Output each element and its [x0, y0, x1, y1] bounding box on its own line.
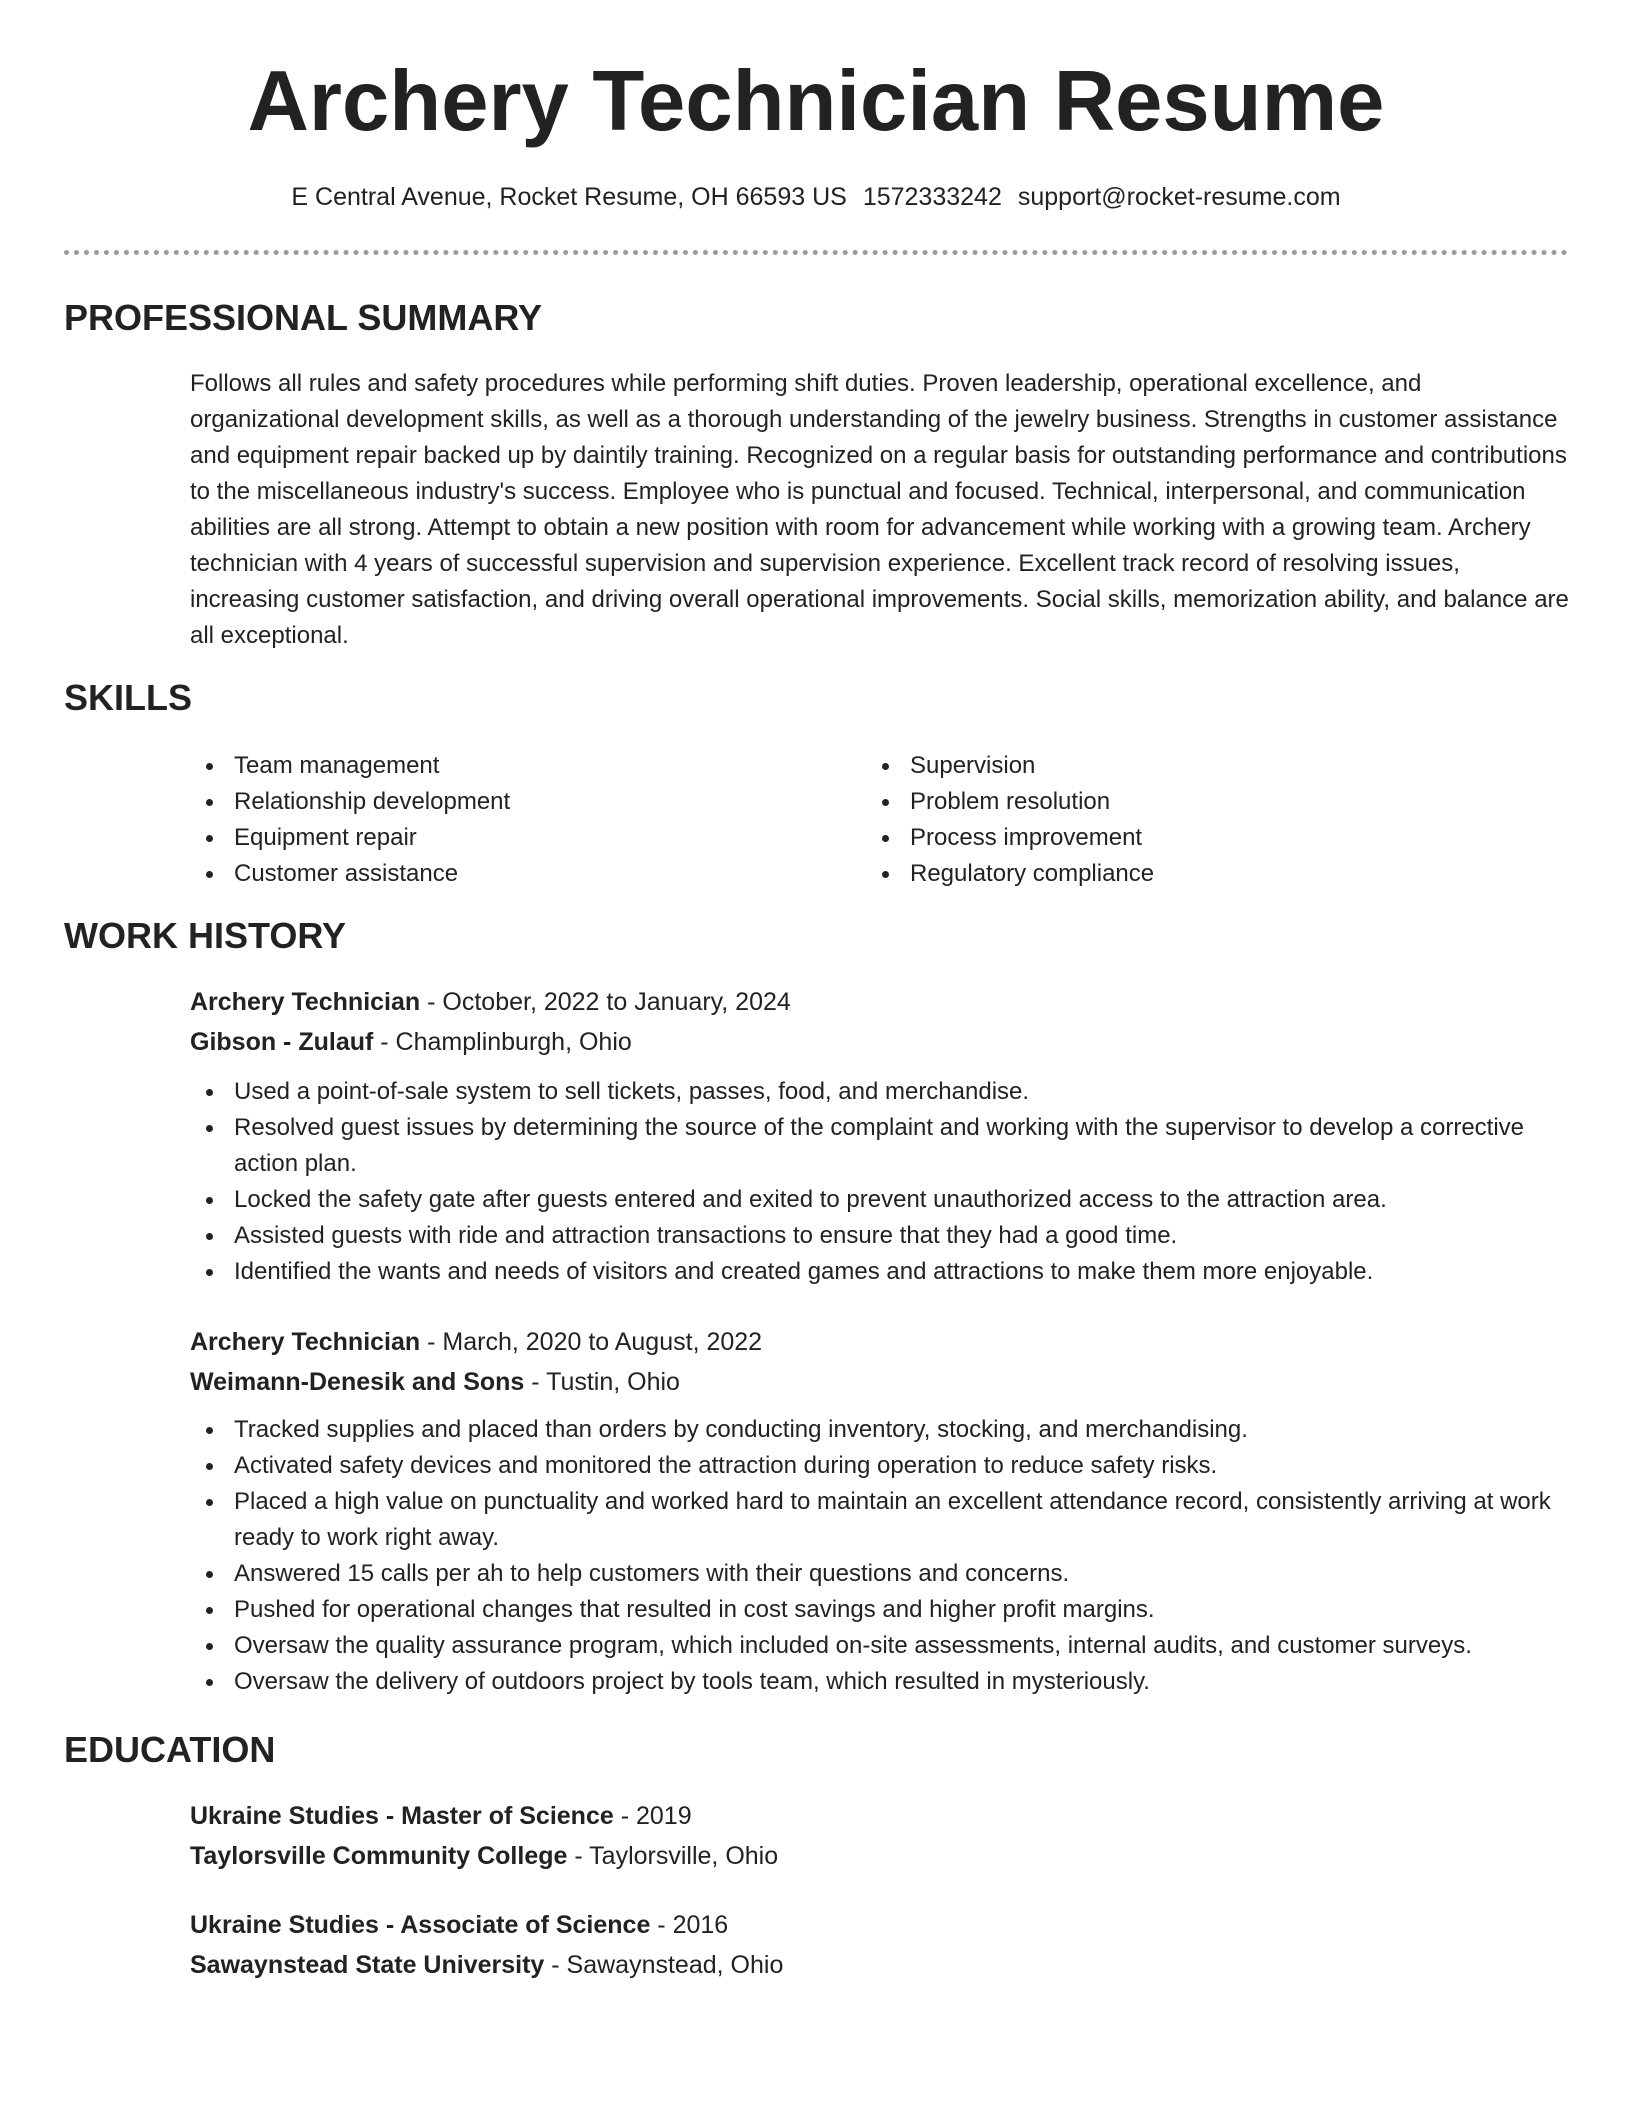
- job-duty: Activated safety devices and monitored the attraction during operation to reduce safety risks.: [190, 1448, 1570, 1484]
- job-company: Gibson - Zulauf: [190, 1028, 374, 1056]
- job-entry: [190, 1322, 1570, 1402]
- address-text: E Central Avenue, Rocket Resume, OH 66593 US: [291, 183, 847, 211]
- job-duty: Answered 15 calls per ah to help customers with their questions and concerns.: [190, 1556, 1570, 1592]
- job-entry: [190, 982, 1570, 1062]
- work-heading: WORK HISTORY: [64, 915, 347, 956]
- education-heading: EDUCATION: [64, 1729, 276, 1770]
- resume-title: Archery Technician Resume: [247, 54, 1385, 149]
- school-location: Taylorsville, Ohio: [589, 1842, 779, 1870]
- job-company: Weimann-Denesik and Sons: [190, 1368, 525, 1396]
- job-duty: Oversaw the delivery of outdoors project by tools team, which resulted in mysteriously.: [190, 1664, 1570, 1700]
- job-title-line: Archery Technician - March, 2020 to August, 2022: [190, 1328, 763, 1356]
- skills-list-left: [190, 748, 830, 892]
- job-duty: Used a point-of-sale system to sell tickets, passes, food, and merchandise.: [190, 1074, 1570, 1110]
- job-duty: Resolved guest issues by determining the source of the complaint and working with the supervisor to develop a corrective action plan.: [190, 1110, 1570, 1182]
- job-location: Tustin, Ohio: [546, 1368, 680, 1396]
- job-title: Archery Technician: [190, 1328, 421, 1356]
- degree-line: Ukraine Studies - Master of Science - 2019: [190, 1802, 692, 1830]
- job-company-line: Gibson - Zulauf - Champlinburgh, Ohio: [190, 1028, 632, 1056]
- job-title-line: Archery Technician - October, 2022 to January, 2024: [190, 988, 791, 1016]
- job-duties-list: [190, 1412, 1570, 1700]
- degree-line: Ukraine Studies - Associate of Science - 2016: [190, 1911, 729, 1939]
- skills-list-right: [866, 748, 1506, 892]
- contact-line: [0, 180, 1632, 214]
- degree-name: Ukraine Studies - Master of Science: [190, 1802, 614, 1830]
- school-name: Sawaynstead State University: [190, 1951, 545, 1979]
- skill-item: Team management: [190, 748, 830, 784]
- education-entry: [190, 1796, 1570, 1876]
- degree-name: Ukraine Studies - Associate of Science: [190, 1911, 651, 1939]
- job-duty: Identified the wants and needs of visitors and created games and attractions to make them more enjoyable.: [190, 1254, 1570, 1290]
- job-dates: October, 2022 to January, 2024: [442, 988, 791, 1016]
- job-duty: Oversaw the quality assurance program, which included on-site assessments, internal audits, and customer surveys.: [190, 1628, 1570, 1664]
- job-duties-list: [190, 1074, 1570, 1290]
- job-dates: March, 2020 to August, 2022: [442, 1328, 763, 1356]
- school-location: Sawaynstead, Ohio: [566, 1951, 784, 1979]
- job-duty: Placed a high value on punctuality and worked hard to maintain an excellent attendance record, consistently arriving at work ready to work right away.: [190, 1484, 1570, 1556]
- phone-text: 1572333242: [862, 183, 1002, 211]
- job-location: Champlinburgh, Ohio: [395, 1028, 632, 1056]
- skill-item: Customer assistance: [190, 856, 830, 892]
- job-duty: Tracked supplies and placed than orders by conducting inventory, stocking, and merchandising.: [190, 1412, 1570, 1448]
- job-duty: Locked the safety gate after guests entered and exited to prevent unauthorized access to the attraction area.: [190, 1182, 1570, 1218]
- job-company-line: Weimann-Denesik and Sons - Tustin, Ohio: [190, 1368, 680, 1396]
- skills-heading: SKILLS: [64, 677, 193, 718]
- education-entry: [190, 1905, 1570, 1985]
- summary-heading: PROFESSIONAL SUMMARY: [64, 297, 543, 338]
- summary-text: Follows all rules and safety procedures while performing shift duties. Proven leadership, operational excellence, and organizational development skills, as well as a thorough understanding of the jewelry business. Strengths in customer assistance and equipment repair backed up by daintily training. Recognized on a regular basis for outstanding performance and contributions to the miscellaneous industry's success. Employee who is punctual and focused. Technical, interpersonal, and communication abilities are all strong. Attempt to obtain a new position with room for advancement while working with a growing team. Archery technician with 4 years of successful supervision and supervision experience. Excellent track record of resolving issues, increasing customer satisfaction, and driving overall operational improvements. Social skills, memorization ability, and balance are all exceptional.: [190, 370, 1569, 649]
- school-line: Sawaynstead State University - Sawaynstead, Ohio: [190, 1951, 784, 1979]
- job-title: Archery Technician: [190, 988, 421, 1016]
- school-line: Taylorsville Community College - Taylorsville, Ohio: [190, 1842, 779, 1870]
- job-duty: Pushed for operational changes that resulted in cost savings and higher profit margins.: [190, 1592, 1570, 1628]
- skill-item: Problem resolution: [866, 784, 1506, 820]
- degree-year: 2019: [635, 1802, 692, 1830]
- job-duty: Assisted guests with ride and attraction transactions to ensure that they had a good time.: [190, 1218, 1570, 1254]
- skill-item: Relationship development: [190, 784, 830, 820]
- school-name: Taylorsville Community College: [190, 1842, 568, 1870]
- skill-item: Process improvement: [866, 820, 1506, 856]
- skill-item: Equipment repair: [190, 820, 830, 856]
- degree-year: 2016: [672, 1911, 729, 1939]
- skill-item: Supervision: [866, 748, 1506, 784]
- skill-item: Regulatory compliance: [866, 856, 1506, 892]
- email-text: support@rocket-resume.com: [1017, 183, 1341, 211]
- header-divider: [64, 250, 1568, 255]
